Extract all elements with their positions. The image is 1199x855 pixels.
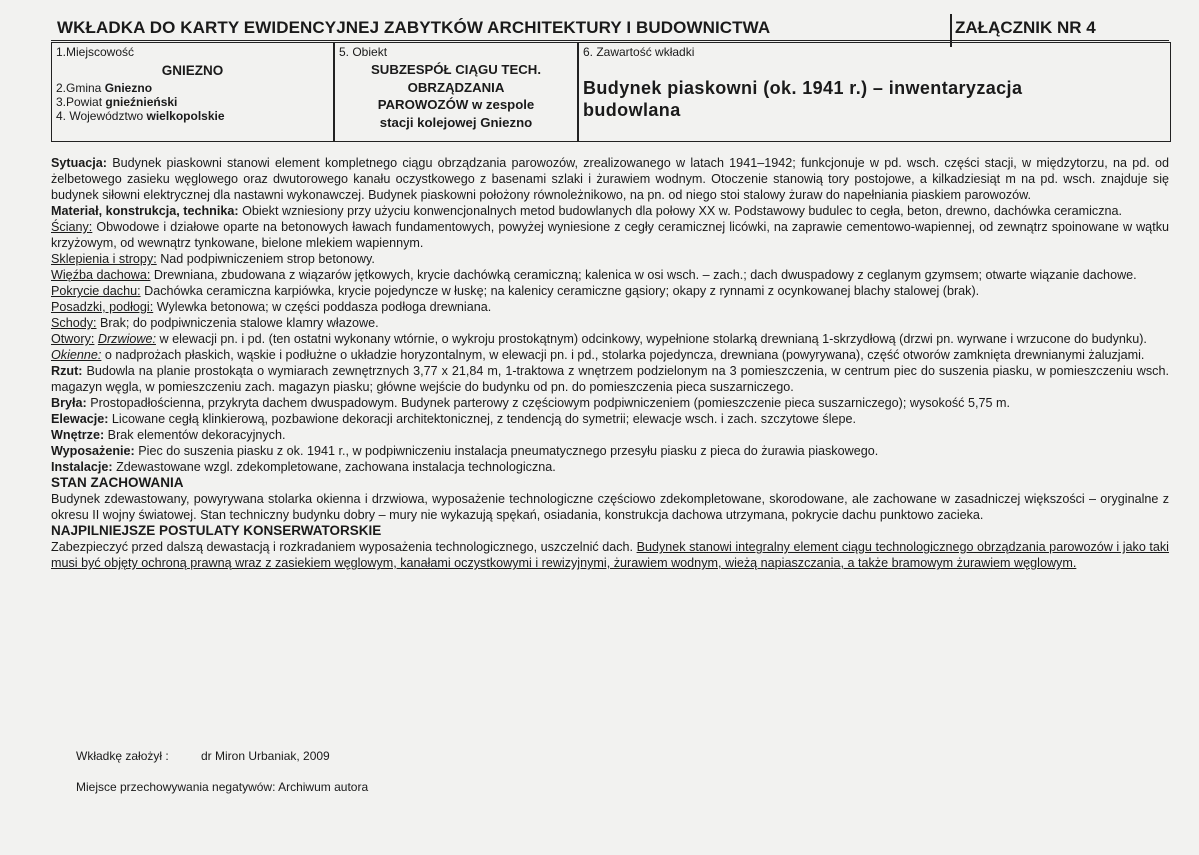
negatives-location: Miejsce przechowywania negatywów: Archiwum autora: [76, 780, 369, 794]
section-sklepienia: Sklepienia i stropy: Nad podpiwniczeniem strop betonowy.: [51, 252, 375, 266]
document-title: WKŁADKA DO KARTY EWIDENCYJNEJ ZABYTKÓW ARCHITEKTURY I BUDOWNICTWA: [57, 18, 771, 37]
section-postulaty: Zabezpieczyć przed dalszą dewastacją i rozkradaniem wyposażenia technologicznego, uszczelnić dach. Budynek stanowi integralny element ciągu technologicznego obrządzania parowozów i jako taki musi być objęty ochroną prawną wraz z zasiekiem węglowym, kanałami oczystkowymi i rewizyjnymi, żurawiem wodnym, wieżą napiaszczania, a także bramowym żurawiem węglowym.: [51, 540, 1169, 570]
section-sytuacja: Sytuacja: Budynek piaskowni stanowi element kompletnego ciągu obrządzania parowozów, zrealizowanego w latach 1941–1942; funkcjonuje w pd. wsch. części stacji, w międzytorzu, na pd. od żelbetowego zasieku węglowego oraz dwutorowego kanału oczystkowego z basenami szlaki i żurawiem wodnym. Otoczenie stanowią tory postojowe, a kilkadziesiąt m na pd. wsch. znajduje się budynek siłowni elektrycznej dla nastawni wykonawczej. Budynek piaskowni położony równoleżnikowo, na pn. od niego stoi stalowy żuraw do napełniania piaskiem parowozów.: [51, 156, 1169, 202]
section-rzut: Rzut: Budowla na planie prostokąta o wymiarach zewnętrznych 3,77 x 21,84 m, 1-traktowa z wnętrzem podzielonym na 3 pomieszczenia, w centrum piec do suszenia piasku, w pomieszczeniu wsch. magazyn węgla, w pomieszczeniu zach. magazyn piasku; główne wejście do budynku od pn. do pomieszczenia pieca suszarniczego.: [51, 364, 1169, 394]
author-value: dr Miron Urbaniak, 2009: [201, 749, 330, 763]
section-wiezba: Więźba dachowa: Drewniana, zbudowana z wiązarów jętkowych, krycie dachówką ceramiczną; kalenica w osi wsch. – zach.; dach dwuspadowy z ceglanym gzymsem; otwarte wiązanie dachowe.: [51, 268, 1137, 282]
author-label: Wkładkę założył :: [76, 749, 169, 763]
section-wyposazenie: Wyposażenie: Piec do suszenia piasku z ok. 1941 r., w podpiwniczeniu instalacja pneumatycznego przesyłu piasku z pieca do żurawia piaskowego.: [51, 444, 879, 458]
content-box: [578, 42, 1171, 142]
section-elewacje: Elewacje: Licowane cegłą klinkierową, pozbawione dekoracji architektonicznej, z tendencją do symetrii; elewacje wsch. i zach. szczytowe ślepe.: [51, 412, 857, 426]
stan-heading: STAN ZACHOWANIA: [51, 475, 184, 490]
section-otwory: Otwory: Drzwiowe: w elewacji pn. i pd. (ten ostatni wykonany wtórnie, o wykroju prostokątnym) odcinkowy, wypełnione stolarką drewnianą 1-skrzydłową (drzwi pn. wyrwane i wrzucone do budynku).: [51, 332, 1147, 346]
section-okienne: Okienne: o nadprożach płaskich, wąskie i podłużne o układzie horyzontalnym, w elewacji pn. i pd., stolarka pojedyncza, drewniana (powyrywana), część otworów zamknięta drewnianymi żaluzjami.: [51, 348, 1145, 362]
section-bryla: Bryła: Prostopadłościenna, przykryta dachem dwuspadowym. Budynek parterowy z częściowym podpiwniczeniem (pomieszczenie pieca suszarniczego); wysokość 5,75 m.: [51, 396, 1010, 410]
powiat-line: 3.Powiat gnieźnieński: [56, 95, 178, 109]
powiat-value: gnieźnieński: [105, 95, 178, 109]
content-title: Budynek piaskowni (ok. 1941 r.) – inwentaryzacja budowlana: [583, 78, 1023, 120]
section-pokrycie: Pokrycie dachu: Dachówka ceramiczna karpiówka, krycie pojedyncze w łuskę; na kalenicy ceramiczne gąsiory; okapy z rynnami z ocynkowanej blachy stalowej (brak).: [51, 284, 980, 298]
location-label: 1.Miejscowość: [56, 45, 135, 59]
section-material: Materiał, konstrukcja, technika: Obiekt wzniesiony przy użyciu konwencjonalnych metod budowlanych dla połowy XX w. Podstawowy budulec to cegła, beton, drewno, dachówka ceramiczna.: [51, 204, 1123, 218]
section-posadzki: Posadzki, podłogi: Wylewka betonowa; w części poddasza podłoga drewniana.: [51, 300, 492, 314]
section-schody: Schody: Brak; do podpiwniczenia stalowe klamry włazowe.: [51, 316, 379, 330]
object-label: 5. Obiekt: [339, 45, 388, 59]
wojewodztwo-line: 4. Województwo wielkopolskie: [56, 109, 225, 123]
header-rule: [51, 40, 1169, 41]
section-instalacje: Instalacje: Zdewastowane wzgl. zdekompletowane, zachowana instalacja technologiczna.: [51, 460, 556, 474]
object-title: SUBZESPÓŁ CIĄGU TECH. OBRZĄDZANIA PAROWOZÓW w zespole stacji kolejowej Gniezno: [371, 62, 541, 130]
gmina-line: 2.Gmina Gniezno: [56, 81, 153, 95]
town-name: GNIEZNO: [161, 63, 224, 78]
object-box: [334, 42, 578, 142]
document-body: [51, 155, 1169, 571]
location-box: [51, 42, 334, 142]
content-label: 6. Zawartość wkładki: [583, 45, 695, 59]
wojewodztwo-value: wielkopolskie: [146, 109, 225, 123]
section-wnetrze: Wnętrze: Brak elementów dekoracyjnych.: [51, 428, 286, 442]
annex-label: ZAŁĄCZNIK NR 4: [955, 18, 1096, 37]
section-sciany: Ściany: Obwodowe i działowe oparte na betonowych ławach fundamentowych, powyżej wyniesione z cegły ceramicznej licówki, na zaprawie cementowo-wapiennej, od zewnątrz spoinowane w wątku krzyżowym, od wewnątrz tynkowane, bielone mlekiem wapiennym.: [51, 220, 1169, 250]
section-stan: Budynek zdewastowany, powyrywana stolarka okienna i drzwiowa, wyposażenie technologiczne częściowo zdekompletowane, skorodowane, ale zachowane w zasadniczej większości – oryginalne z okresu II wojny światowej. Stan techniczny budynku dobry – mury nie wykazują spękań, osiadania, konstrukcja dachowa utrzymana, pokrycie dachu punktowo zacieka.: [51, 492, 1169, 522]
gmina-value: Gniezno: [104, 81, 153, 95]
postulaty-heading: NAJPILNIEJSZE POSTULATY KONSERWATORSKIE: [51, 523, 382, 538]
